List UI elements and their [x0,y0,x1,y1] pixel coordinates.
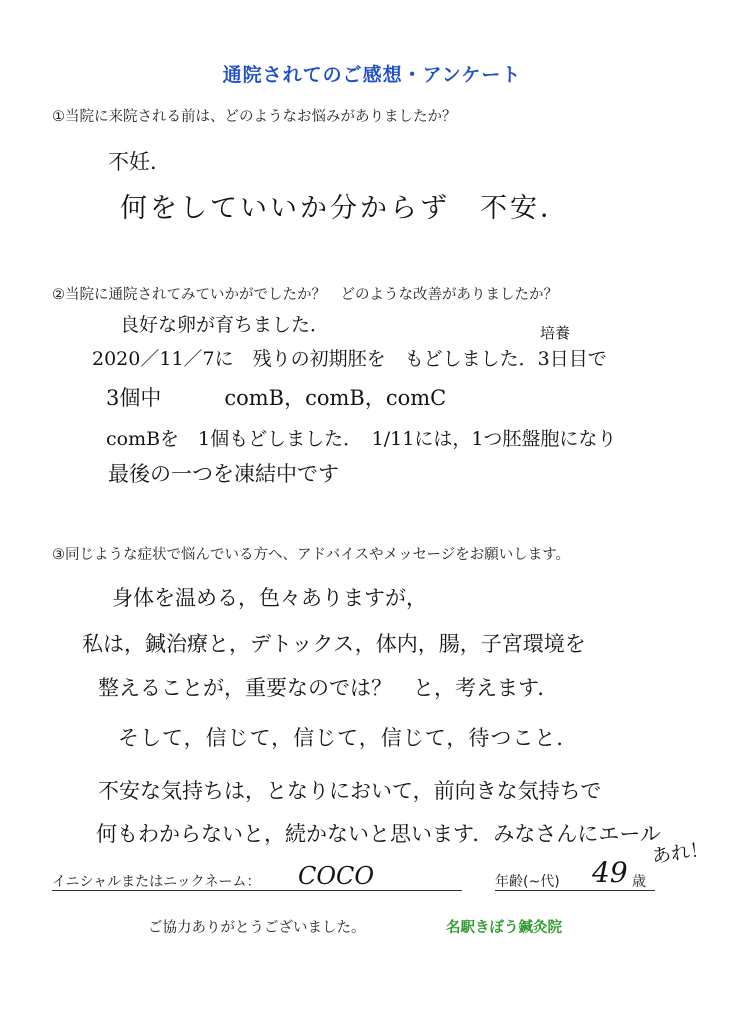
question-3-answer-extra: あれ！ [650,838,711,868]
question-1-answer-line-1: 不妊． [108,150,171,174]
age-suffix: 歳 [632,874,646,890]
question-3-answer-line-2: 私は，鍼治療と，デトックス，体内，腸，子宮環境を [82,632,586,656]
question-1-answer-line-2: 何をしていいか分からず 不安． [120,193,570,224]
question-2-answer-note: 培養 [540,324,571,342]
question-3-answer-line-6: 何もわからないと，続かないと思います．みなさんにエール [96,822,661,846]
initial-value: COCO [298,862,375,890]
age-label: 年齢(~代) [495,874,560,890]
question-2-answer-line-5: 最後の一つを凍結中です [108,462,339,486]
thanks-message: ご協力ありがとうございました。 [148,920,366,936]
age-underline [495,890,655,891]
initial-underline [52,890,462,891]
question-3-answer-line-4: そして，信じて，信じて，信じて，待つこと． [118,726,579,750]
question-2-answer-line-2: 2020／11／7に 残りの初期胚を もどしました．3日目で [92,348,607,370]
survey-title: 通院されてのご感想・アンケート [222,64,522,86]
question-3-answer-line-1: 身体を温める，色々ありますが， [112,586,427,610]
question-3-answer-line-5: 不安な気持ちは，となりにおいて，前向きな気持ちで [98,779,602,803]
question-2-answer-line-3: 3個中 comB，comB，comC [106,386,447,410]
question-3-prompt: ③同じような症状で悩んでいる方へ、アドバイスやメッセージをお願いします。 [52,547,571,563]
question-2-answer-line-1: 良好な卵が育ちました． [120,314,330,336]
clinic-name: 名駅きぼう鍼灸院 [446,920,562,936]
question-2-answer-line-4: comBを 1個もどしました． 1/11には，1つ胚盤胞になり [106,428,617,450]
initial-label: イニシャルまたはニックネーム： [52,874,261,890]
question-1-prompt: ①当院に来院される前は、どのようなお悩みがありましたか？ [52,109,457,125]
age-value: 49 [592,856,628,889]
question-3-answer-line-3: 整えることが，重要なのでは？ と，考えます． [98,676,559,700]
question-2-prompt: ②当院に通院されてみていかがでしたか？ どのような改善がありましたか？ [52,287,558,303]
